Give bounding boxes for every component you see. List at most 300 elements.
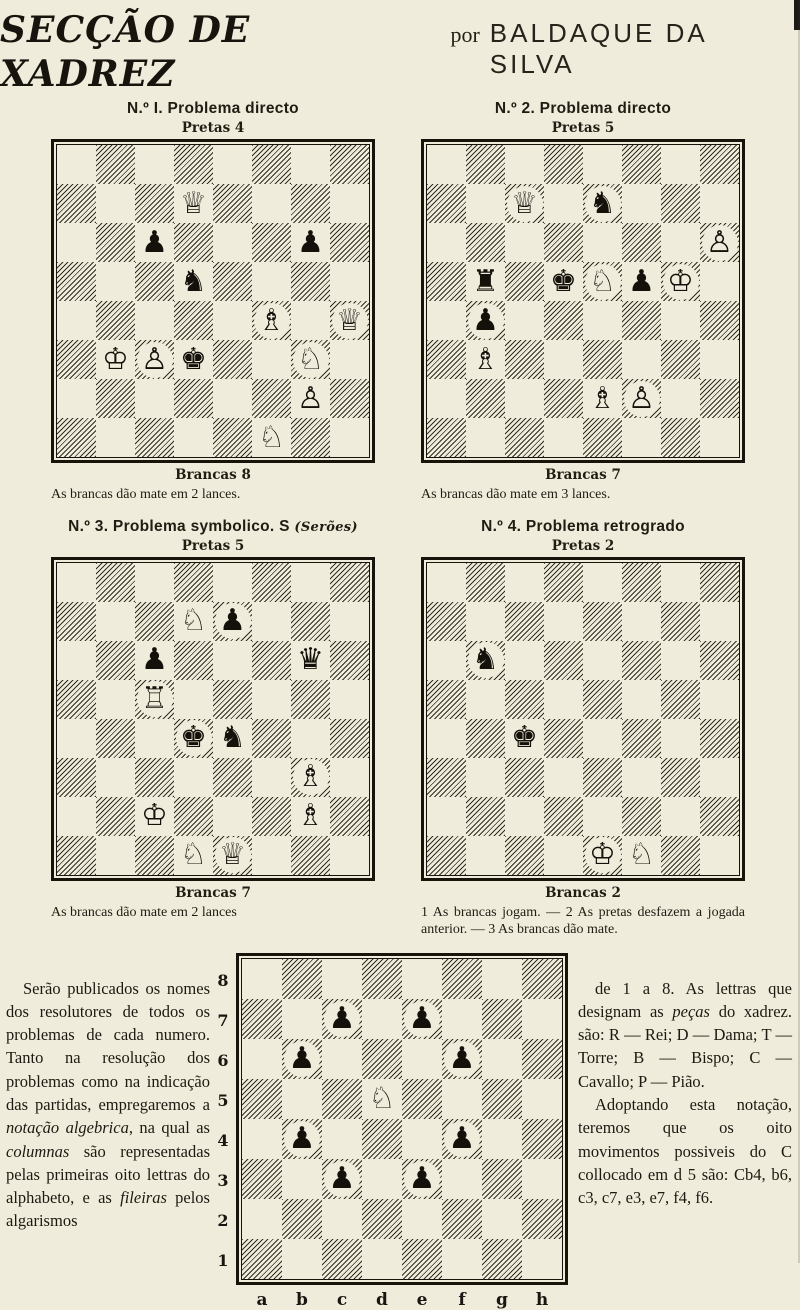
page-title: SECÇÃO DE XADREZ bbox=[0, 9, 251, 95]
board-square bbox=[583, 340, 622, 379]
board-square bbox=[622, 758, 661, 797]
board-square bbox=[135, 719, 174, 758]
board-square bbox=[96, 758, 135, 797]
board-square bbox=[442, 1199, 482, 1239]
board-square bbox=[661, 836, 700, 875]
board-square bbox=[402, 1239, 442, 1279]
board-square bbox=[57, 145, 96, 184]
board-square bbox=[583, 797, 622, 836]
board-square bbox=[282, 1079, 322, 1119]
board-square bbox=[427, 602, 466, 641]
board-square bbox=[174, 340, 213, 379]
board-square bbox=[174, 223, 213, 262]
board-square bbox=[252, 680, 291, 719]
board-square bbox=[330, 602, 369, 641]
file-labels bbox=[236, 1290, 568, 1310]
board-square bbox=[96, 602, 135, 641]
board-square bbox=[282, 999, 322, 1039]
board-square bbox=[622, 680, 661, 719]
board-square bbox=[583, 641, 622, 680]
board-square bbox=[505, 719, 544, 758]
board-square bbox=[505, 418, 544, 457]
white-knight-piece: ♘ bbox=[368, 1080, 396, 1116]
board-square bbox=[135, 301, 174, 340]
board-square bbox=[174, 758, 213, 797]
left-text-column bbox=[6, 953, 210, 1310]
board-square bbox=[330, 797, 369, 836]
board-square bbox=[96, 184, 135, 223]
board-square bbox=[700, 563, 739, 602]
board-square bbox=[583, 719, 622, 758]
board-square bbox=[362, 1159, 402, 1199]
board-square bbox=[242, 1079, 282, 1119]
board-square bbox=[505, 301, 544, 340]
board-square bbox=[96, 836, 135, 875]
board-square bbox=[362, 1039, 402, 1079]
board-square bbox=[291, 184, 330, 223]
board-square bbox=[57, 184, 96, 223]
white-knight-piece: ♘ bbox=[293, 342, 329, 378]
text-run: Adoptando esta notação, teremos que os oito movimentos possiveis do C collocado em d 5 são: Cb4, b6, c3, c7, e3, e7, f4, f6. bbox=[578, 1094, 792, 1208]
board-square bbox=[57, 602, 96, 641]
board-square bbox=[135, 797, 174, 836]
problem-2-heading bbox=[495, 100, 671, 118]
board-square bbox=[174, 563, 213, 602]
board-square bbox=[252, 301, 291, 340]
board-square bbox=[291, 641, 330, 680]
board-square bbox=[174, 719, 213, 758]
board-square bbox=[135, 563, 174, 602]
board-square bbox=[544, 340, 583, 379]
board-square bbox=[291, 680, 330, 719]
board-square bbox=[427, 758, 466, 797]
board-square bbox=[466, 797, 505, 836]
board-square bbox=[427, 641, 466, 680]
board-square bbox=[544, 836, 583, 875]
board-square bbox=[135, 145, 174, 184]
byline-author: BALDAQUE DA SILVA bbox=[489, 18, 707, 79]
board-square bbox=[661, 340, 700, 379]
board-square bbox=[330, 680, 369, 719]
board-square bbox=[252, 184, 291, 223]
board-square bbox=[402, 999, 442, 1039]
board-square bbox=[96, 797, 135, 836]
board-square bbox=[583, 563, 622, 602]
board-square bbox=[322, 1159, 362, 1199]
board-square bbox=[482, 1119, 522, 1159]
board-square bbox=[322, 999, 362, 1039]
board-square bbox=[427, 340, 466, 379]
problem-1-caption: As brancas dão mate em 2 lances. bbox=[51, 487, 241, 502]
board-square bbox=[174, 680, 213, 719]
problems-grid bbox=[0, 96, 800, 939]
black-knight-piece: ♞ bbox=[585, 186, 621, 222]
board-square bbox=[252, 262, 291, 301]
board-square bbox=[544, 262, 583, 301]
problem-2 bbox=[408, 96, 758, 504]
board-square bbox=[482, 999, 522, 1039]
chessboard-problem-2-frame bbox=[421, 139, 745, 463]
board-square bbox=[466, 563, 505, 602]
black-queen-piece: ♛ bbox=[297, 642, 324, 677]
board-square bbox=[135, 223, 174, 262]
board-square bbox=[442, 1119, 482, 1159]
file-label: c bbox=[336, 1289, 348, 1310]
board-square bbox=[252, 758, 291, 797]
board-square bbox=[96, 563, 135, 602]
board-square bbox=[252, 379, 291, 418]
board-square bbox=[330, 301, 369, 340]
board-square bbox=[174, 641, 213, 680]
problem-3 bbox=[38, 514, 388, 939]
board-square bbox=[505, 563, 544, 602]
board-square bbox=[583, 184, 622, 223]
board-square bbox=[213, 563, 252, 602]
white-queen-piece: ♕ bbox=[180, 185, 207, 221]
board-square bbox=[427, 379, 466, 418]
board-square bbox=[330, 145, 369, 184]
board-square bbox=[700, 836, 739, 875]
board-square bbox=[330, 223, 369, 262]
board-square bbox=[252, 602, 291, 641]
board-square bbox=[505, 379, 544, 418]
board-square bbox=[362, 1239, 402, 1279]
board-square bbox=[700, 301, 739, 340]
board-square bbox=[661, 758, 700, 797]
board-square bbox=[362, 1119, 402, 1159]
problem-2-caption: As brancas dão mate em 3 lances. bbox=[421, 487, 611, 502]
board-square bbox=[661, 719, 700, 758]
file-label: e bbox=[416, 1289, 428, 1310]
board-square bbox=[291, 602, 330, 641]
white-bishop-piece: ♗ bbox=[472, 341, 499, 377]
black-pawn-piece: ♟ bbox=[404, 1161, 440, 1197]
board-square bbox=[583, 223, 622, 262]
board-square bbox=[442, 999, 482, 1039]
file-label: f bbox=[458, 1289, 466, 1310]
board-square bbox=[700, 223, 739, 262]
board-square bbox=[135, 602, 174, 641]
board-square bbox=[661, 680, 700, 719]
board-square bbox=[700, 680, 739, 719]
board-square bbox=[661, 301, 700, 340]
board-square bbox=[544, 719, 583, 758]
board-square bbox=[174, 301, 213, 340]
board-square bbox=[213, 758, 252, 797]
board-square bbox=[466, 418, 505, 457]
board-square bbox=[522, 1199, 562, 1239]
board-square bbox=[700, 719, 739, 758]
board-square bbox=[661, 602, 700, 641]
board-square bbox=[174, 602, 213, 641]
text-run: do xadrez. são: R — Rei; D — Dama; T — Torre; B — Bispo; C — Cavallo; P — Pião. bbox=[578, 1001, 792, 1091]
board-square bbox=[362, 1199, 402, 1239]
italic-term: fileiras bbox=[120, 1188, 167, 1208]
white-bishop-piece: ♗ bbox=[589, 380, 616, 416]
board-square bbox=[700, 602, 739, 641]
board-square bbox=[427, 797, 466, 836]
byline bbox=[450, 18, 800, 80]
board-square bbox=[135, 184, 174, 223]
black-knight-piece: ♞ bbox=[180, 263, 207, 299]
board-square bbox=[661, 262, 700, 301]
italic-term: notação algebrica bbox=[6, 1118, 129, 1138]
board-square bbox=[402, 1119, 442, 1159]
board-square bbox=[322, 1199, 362, 1239]
board-square bbox=[466, 223, 505, 262]
board-square bbox=[622, 719, 661, 758]
board-square bbox=[482, 959, 522, 999]
white-knight-piece: ♘ bbox=[585, 264, 621, 300]
board-square bbox=[330, 418, 369, 457]
board-square bbox=[466, 184, 505, 223]
problem-3-white-label: Brancas 7 bbox=[175, 884, 251, 901]
board-square bbox=[700, 184, 739, 223]
board-square bbox=[522, 959, 562, 999]
board-square bbox=[466, 719, 505, 758]
board-square bbox=[700, 418, 739, 457]
board-square bbox=[135, 262, 174, 301]
board-square bbox=[96, 145, 135, 184]
text-run: são representadas pelas primeiras oito lettras do alphabeto, e as bbox=[6, 1141, 210, 1208]
board-square bbox=[213, 797, 252, 836]
board-square bbox=[622, 262, 661, 301]
board-square bbox=[282, 1039, 322, 1079]
board-square bbox=[466, 602, 505, 641]
board-square bbox=[135, 340, 174, 379]
board-square bbox=[330, 836, 369, 875]
white-bishop-piece: ♗ bbox=[254, 303, 290, 339]
file-label: d bbox=[376, 1289, 388, 1310]
problem-4-heading-text: N.º 4. Problema retrogrado bbox=[481, 517, 685, 535]
board-square bbox=[505, 262, 544, 301]
board-square bbox=[661, 184, 700, 223]
board-square bbox=[544, 641, 583, 680]
board-square bbox=[622, 602, 661, 641]
board-square bbox=[57, 836, 96, 875]
board-square bbox=[466, 758, 505, 797]
board-square bbox=[322, 1119, 362, 1159]
rank-label: 8 bbox=[217, 971, 229, 990]
board-square bbox=[252, 836, 291, 875]
board-square bbox=[402, 1079, 442, 1119]
board-square bbox=[242, 1039, 282, 1079]
board-square bbox=[544, 184, 583, 223]
board-square bbox=[700, 641, 739, 680]
board-square bbox=[544, 223, 583, 262]
white-pawn-piece: ♙ bbox=[137, 342, 173, 378]
board-square bbox=[242, 1199, 282, 1239]
board-square bbox=[622, 797, 661, 836]
board-square bbox=[522, 1119, 562, 1159]
board-square bbox=[252, 641, 291, 680]
file-label: h bbox=[535, 1289, 549, 1310]
problem-4 bbox=[408, 514, 758, 939]
white-bishop-piece: ♗ bbox=[293, 759, 329, 795]
black-pawn-piece: ♟ bbox=[628, 263, 655, 299]
board-square bbox=[135, 418, 174, 457]
board-square bbox=[505, 223, 544, 262]
board-square bbox=[213, 680, 252, 719]
board-square bbox=[252, 145, 291, 184]
board-square bbox=[661, 563, 700, 602]
rank-label: 3 bbox=[217, 1171, 229, 1190]
board-square bbox=[466, 145, 505, 184]
right-paragraph-2 bbox=[578, 1093, 792, 1209]
problem-4-black-label: Pretas 2 bbox=[551, 537, 615, 554]
board-square bbox=[402, 959, 442, 999]
board-square bbox=[213, 719, 252, 758]
board-square bbox=[242, 1119, 282, 1159]
page-header bbox=[0, 0, 800, 96]
board-square bbox=[583, 262, 622, 301]
board-square bbox=[242, 999, 282, 1039]
black-pawn-piece: ♟ bbox=[444, 1121, 480, 1157]
board-square bbox=[700, 145, 739, 184]
board-square bbox=[622, 223, 661, 262]
board-square bbox=[242, 1159, 282, 1199]
board-square bbox=[96, 340, 135, 379]
board-square bbox=[442, 1159, 482, 1199]
board-square bbox=[505, 340, 544, 379]
board-square bbox=[322, 959, 362, 999]
chessboard-problem-4 bbox=[426, 562, 740, 876]
board-square bbox=[427, 223, 466, 262]
board-square bbox=[252, 797, 291, 836]
byline-prefix: por bbox=[450, 22, 480, 47]
board-square bbox=[427, 836, 466, 875]
problem-1-heading bbox=[127, 100, 299, 118]
italic-term: columnas bbox=[6, 1141, 70, 1161]
board-square bbox=[544, 563, 583, 602]
problem-4-white-label: Brancas 2 bbox=[545, 884, 621, 901]
board-square bbox=[135, 680, 174, 719]
board-square bbox=[505, 836, 544, 875]
board-square bbox=[522, 1039, 562, 1079]
black-king-piece: ♚ bbox=[176, 720, 212, 756]
board-square bbox=[544, 145, 583, 184]
white-bishop-piece: ♗ bbox=[297, 798, 324, 833]
board-square bbox=[57, 223, 96, 262]
board-square bbox=[427, 184, 466, 223]
demo-chessboard bbox=[241, 958, 563, 1280]
black-pawn-piece: ♟ bbox=[284, 1121, 320, 1157]
text-run: , na qual as bbox=[128, 1118, 210, 1138]
board-square bbox=[427, 418, 466, 457]
black-knight-piece: ♞ bbox=[219, 720, 246, 755]
white-rook-piece: ♖ bbox=[137, 681, 173, 717]
white-knight-piece: ♘ bbox=[180, 603, 207, 638]
problem-2-black-label: Pretas 5 bbox=[551, 120, 615, 136]
board-square bbox=[622, 379, 661, 418]
black-pawn-piece: ♟ bbox=[324, 1161, 360, 1197]
board-square bbox=[362, 1079, 402, 1119]
board-square bbox=[622, 145, 661, 184]
board-square bbox=[174, 145, 213, 184]
board-square bbox=[505, 758, 544, 797]
black-pawn-piece: ♟ bbox=[141, 642, 168, 677]
board-square bbox=[544, 301, 583, 340]
board-square bbox=[622, 418, 661, 457]
board-square bbox=[174, 836, 213, 875]
bottom-section bbox=[0, 953, 800, 1310]
board-square bbox=[505, 145, 544, 184]
black-king-piece: ♚ bbox=[550, 263, 577, 299]
demo-board-frame bbox=[236, 953, 568, 1285]
white-queen-piece: ♕ bbox=[507, 186, 543, 222]
board-square bbox=[700, 262, 739, 301]
board-square bbox=[427, 563, 466, 602]
problem-1-heading-text: N.º I. Problema directo bbox=[127, 100, 299, 117]
board-square bbox=[442, 1239, 482, 1279]
text-run: Serão publicados os nomes dos resolutores de todos os problemas de cada numero. Tanto na resolução dos problemas como na indicação das partidas, empregaremos a bbox=[6, 978, 210, 1114]
board-square bbox=[291, 418, 330, 457]
board-square bbox=[213, 418, 252, 457]
board-square bbox=[661, 223, 700, 262]
chessboard-problem-4-frame bbox=[421, 557, 745, 881]
board-square bbox=[57, 758, 96, 797]
board-square bbox=[291, 223, 330, 262]
board-square bbox=[291, 797, 330, 836]
board-square bbox=[174, 262, 213, 301]
problem-4-caption: 1 As brancas jogam. — 2 As pretas desfazem a jogada anterior. — 3 As brancas dão mate. bbox=[421, 904, 745, 937]
board-square bbox=[622, 340, 661, 379]
board-square bbox=[700, 379, 739, 418]
board-square bbox=[282, 959, 322, 999]
board-square bbox=[661, 379, 700, 418]
problem-3-heading bbox=[68, 518, 358, 536]
board-square bbox=[402, 1159, 442, 1199]
problem-1-black-label: Pretas 4 bbox=[181, 120, 245, 136]
problem-1 bbox=[38, 96, 388, 504]
board-square bbox=[427, 145, 466, 184]
board-square bbox=[174, 418, 213, 457]
rank-label: 5 bbox=[217, 1091, 229, 1110]
chessboard-problem-1-frame bbox=[51, 139, 375, 463]
board-square bbox=[544, 379, 583, 418]
board-square bbox=[213, 301, 252, 340]
board-square bbox=[322, 1079, 362, 1119]
board-square bbox=[252, 719, 291, 758]
board-square bbox=[252, 223, 291, 262]
board-square bbox=[213, 641, 252, 680]
board-square bbox=[482, 1239, 522, 1279]
rank-label: 2 bbox=[217, 1211, 229, 1230]
board-square bbox=[330, 340, 369, 379]
board-square bbox=[96, 379, 135, 418]
board-square bbox=[544, 418, 583, 457]
problem-2-white-label: Brancas 7 bbox=[545, 467, 621, 483]
board-square bbox=[505, 680, 544, 719]
board-square bbox=[544, 680, 583, 719]
board-square bbox=[427, 680, 466, 719]
white-king-piece: ♔ bbox=[585, 837, 621, 873]
board-square bbox=[252, 418, 291, 457]
white-pawn-piece: ♙ bbox=[624, 381, 660, 417]
board-square bbox=[442, 959, 482, 999]
board-square bbox=[291, 379, 330, 418]
white-queen-piece: ♕ bbox=[332, 303, 368, 339]
file-label: a bbox=[256, 1289, 268, 1310]
board-square bbox=[96, 418, 135, 457]
black-pawn-piece: ♟ bbox=[324, 1001, 360, 1037]
board-square bbox=[174, 797, 213, 836]
board-square bbox=[544, 797, 583, 836]
board-square bbox=[57, 418, 96, 457]
board-square bbox=[330, 563, 369, 602]
board-square bbox=[96, 223, 135, 262]
board-square bbox=[213, 145, 252, 184]
